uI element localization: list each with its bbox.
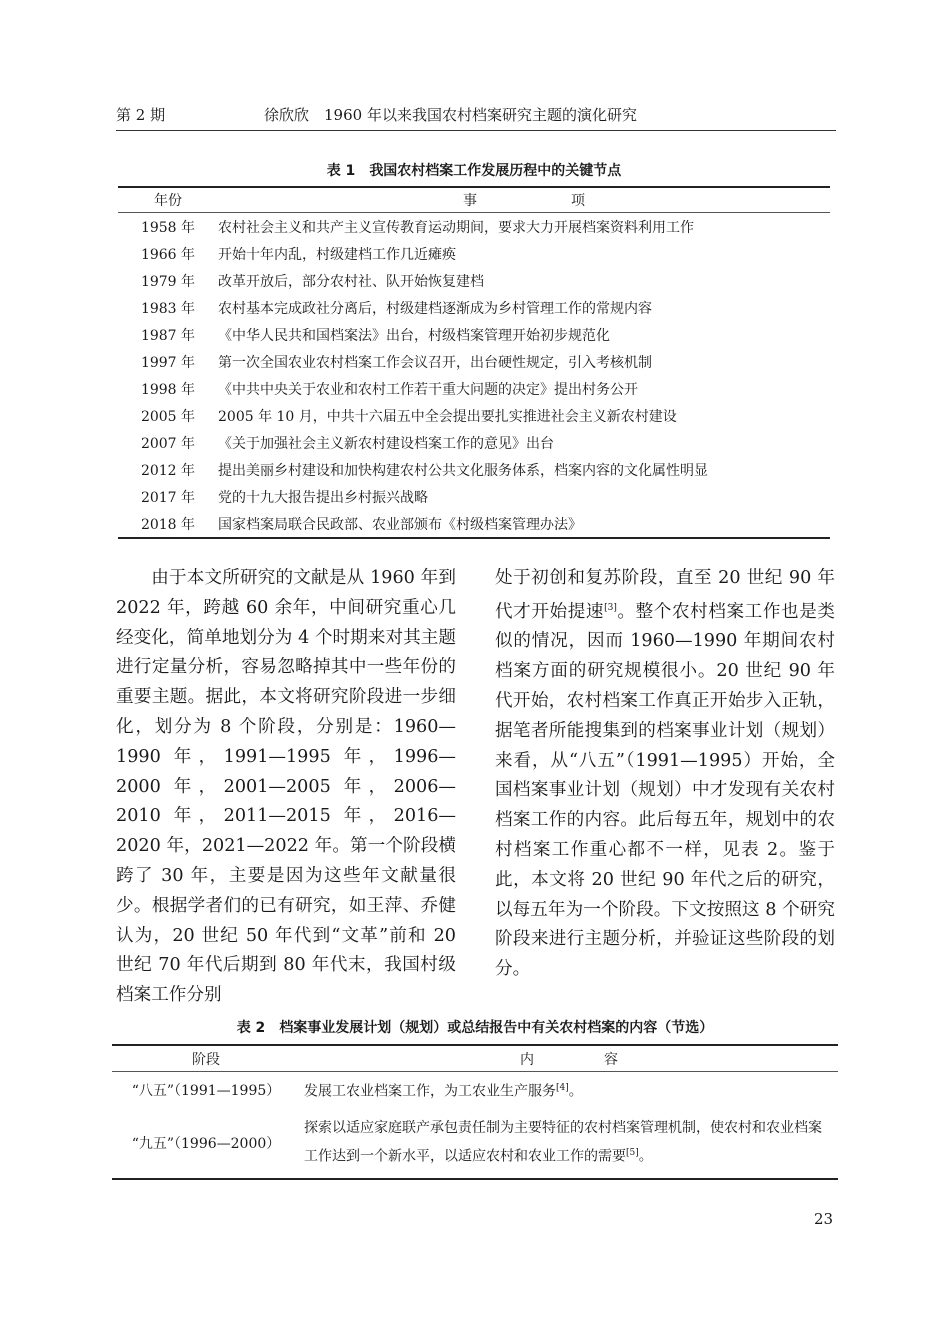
stage-cell: “九五”（1996—2000） <box>131 1136 281 1152</box>
content-cell <box>300 1072 838 1109</box>
table1-caption <box>118 160 830 180</box>
body-paragraph: 由于本文所研究的文献是从 1960 年到 2022 年，跨越 60 余年，中间研究重心几经变化，简单地划分为 4 个时期来对其主题进行定量分析，容易忽略掉其中一些年份的重要主题。据此，本文将研究阶段进一步细化，划分为 8 个阶段，分别是：1960—1990 年，1991—1995 年，1996—2000 年，2001—2005 年，2006—2010 年，2011—2015 年，2016—2020 年，2021—2022 年。第一个阶段横跨了 30 年，主要是因为这些年文献量很少。根据学者们的已有研究，如王萍、乔健认为，20 世纪 50 年代到“文革”前和 20 世纪 70 年代后期到 80 年代末，我国村级档案工作分别 <box>116 568 456 1006</box>
body-text: 处于初创和复苏阶段，直至 20 世纪 90 年代才开始提速 <box>495 568 835 622</box>
table-row <box>118 240 830 267</box>
year-cell: 1958 年 <box>140 219 196 236</box>
year-cell: 2012 年 <box>140 462 196 479</box>
year-cell: 1979 年 <box>140 273 196 290</box>
page-number: 23 <box>814 1210 834 1228</box>
content-tail: 。 <box>568 1083 583 1100</box>
table-row <box>112 1072 838 1109</box>
column-header-event: 事 项 <box>218 187 830 213</box>
running-title: 徐欣欣 1960 年以来我国农村档案研究主题的演化研究 <box>264 106 637 124</box>
table2-caption <box>112 1017 838 1037</box>
running-header <box>116 104 836 131</box>
table-row <box>112 1108 838 1179</box>
table-row <box>118 456 830 483</box>
table-row <box>118 294 830 321</box>
table-row <box>118 510 830 538</box>
table1-title: 我国农村档案工作发展历程中的关键节点 <box>369 163 622 179</box>
table-plan-contents <box>112 1044 838 1180</box>
table-row <box>118 213 830 241</box>
table-header-row <box>112 1045 838 1072</box>
event-cell: 《中共中央关于农业和农村工作若干重大问题的决定》提出村务公开 <box>218 381 638 398</box>
event-cell: 第一次全国农业农村档案工作会议召开，出台硬性规定，引入考核机制 <box>218 354 652 371</box>
event-cell: 2005 年 10 月，中共十六届五中全会提出要扎实推进社会主义新农村建设 <box>218 408 677 425</box>
table-row <box>118 429 830 456</box>
table2-title: 档案事业发展计划（规划）或总结报告中有关农村档案的内容（节选） <box>279 1020 714 1036</box>
event-cell: 党的十九大报告提出乡村振兴战略 <box>218 489 428 506</box>
table-key-milestones <box>118 186 830 539</box>
stage-cell: “八五”（1991—1995） <box>131 1083 281 1099</box>
year-cell: 1987 年 <box>140 327 196 344</box>
content-text: 探索以适应家庭联产承包责任制为主要特征的农村档案管理机制，使农村和农业档案工作达到一个新水平，以适应农村和农业工作的需要 <box>304 1120 822 1165</box>
body-column-left <box>116 564 456 1011</box>
event-cell: 改革开放后，部分农村社、队开始恢复建档 <box>218 273 484 290</box>
event-cell: 《中华人民共和国档案法》出台，村级档案管理开始初步规范化 <box>218 327 610 344</box>
year-cell: 2007 年 <box>140 435 196 452</box>
citation-ref: [5] <box>626 1148 639 1159</box>
body-text: 。整个农村档案工作也是类似的情况，因而 1960—1990 年期间农村档案方面的研究规模很小。20 世纪 90 年代开始，农村档案工作真正开始步入正轨，据笔者所能搜集到的档案事业计划（规划）来看，从“八五”（1991—1995）开始，全国档案事业计划（规划）中才发现有关农村档案工作的内容。此后每五年，规划中的农村档案工作重心都不一样，见表 2。鉴于此，本文将 20 世纪 90 年代之后的研究，以每五年为一个阶段。下文按照这 8 个研究阶段来进行主题分析，并验证这些阶段的划分。 <box>495 601 835 980</box>
table-row <box>118 348 830 375</box>
column-header-year: 年份 <box>118 187 218 213</box>
event-cell: 农村社会主义和共产主义宣传教育运动期间，要求大力开展档案资料利用工作 <box>218 219 694 236</box>
event-cell: 开始十年内乱，村级建档工作几近瘫痪 <box>218 246 456 263</box>
content-text: 发展工农业档案工作，为工农业生产服务 <box>304 1083 556 1100</box>
year-cell: 2017 年 <box>140 489 196 506</box>
issue-number: 第 2 期 <box>116 106 166 124</box>
column-header-stage: 阶段 <box>112 1045 300 1072</box>
citation-ref: [3] <box>604 602 617 613</box>
year-cell: 1966 年 <box>140 246 196 263</box>
event-cell: 农村基本完成政社分离后，村级建档逐渐成为乡村管理工作的常规内容 <box>218 300 652 317</box>
table-row <box>118 375 830 402</box>
body-column-right <box>495 564 835 985</box>
year-cell: 2018 年 <box>140 516 196 533</box>
table-row <box>118 483 830 510</box>
table-row <box>118 321 830 348</box>
table-header-row <box>118 187 830 213</box>
event-cell: 提出美丽乡村建设和加快构建农村公共文化服务体系，档案内容的文化属性明显 <box>218 462 708 479</box>
year-cell: 1998 年 <box>140 381 196 398</box>
content-cell <box>300 1108 838 1179</box>
body-paragraph-continued <box>495 564 835 985</box>
event-cell: 国家档案局联合民政部、农业部颁布《村级档案管理办法》 <box>218 516 582 533</box>
year-cell: 2005 年 <box>140 408 196 425</box>
year-cell: 1997 年 <box>140 354 196 371</box>
year-cell: 1983 年 <box>140 300 196 317</box>
content-tail: 。 <box>638 1148 653 1165</box>
event-cell: 《关于加强社会主义新农村建设档案工作的意见》出台 <box>218 435 554 452</box>
column-header-content: 内 容 <box>300 1045 838 1072</box>
table-row <box>118 402 830 429</box>
table-row <box>118 267 830 294</box>
table1-number: 表 1 <box>326 163 356 179</box>
citation-ref: [4] <box>556 1082 569 1093</box>
table2-number: 表 2 <box>236 1020 266 1036</box>
